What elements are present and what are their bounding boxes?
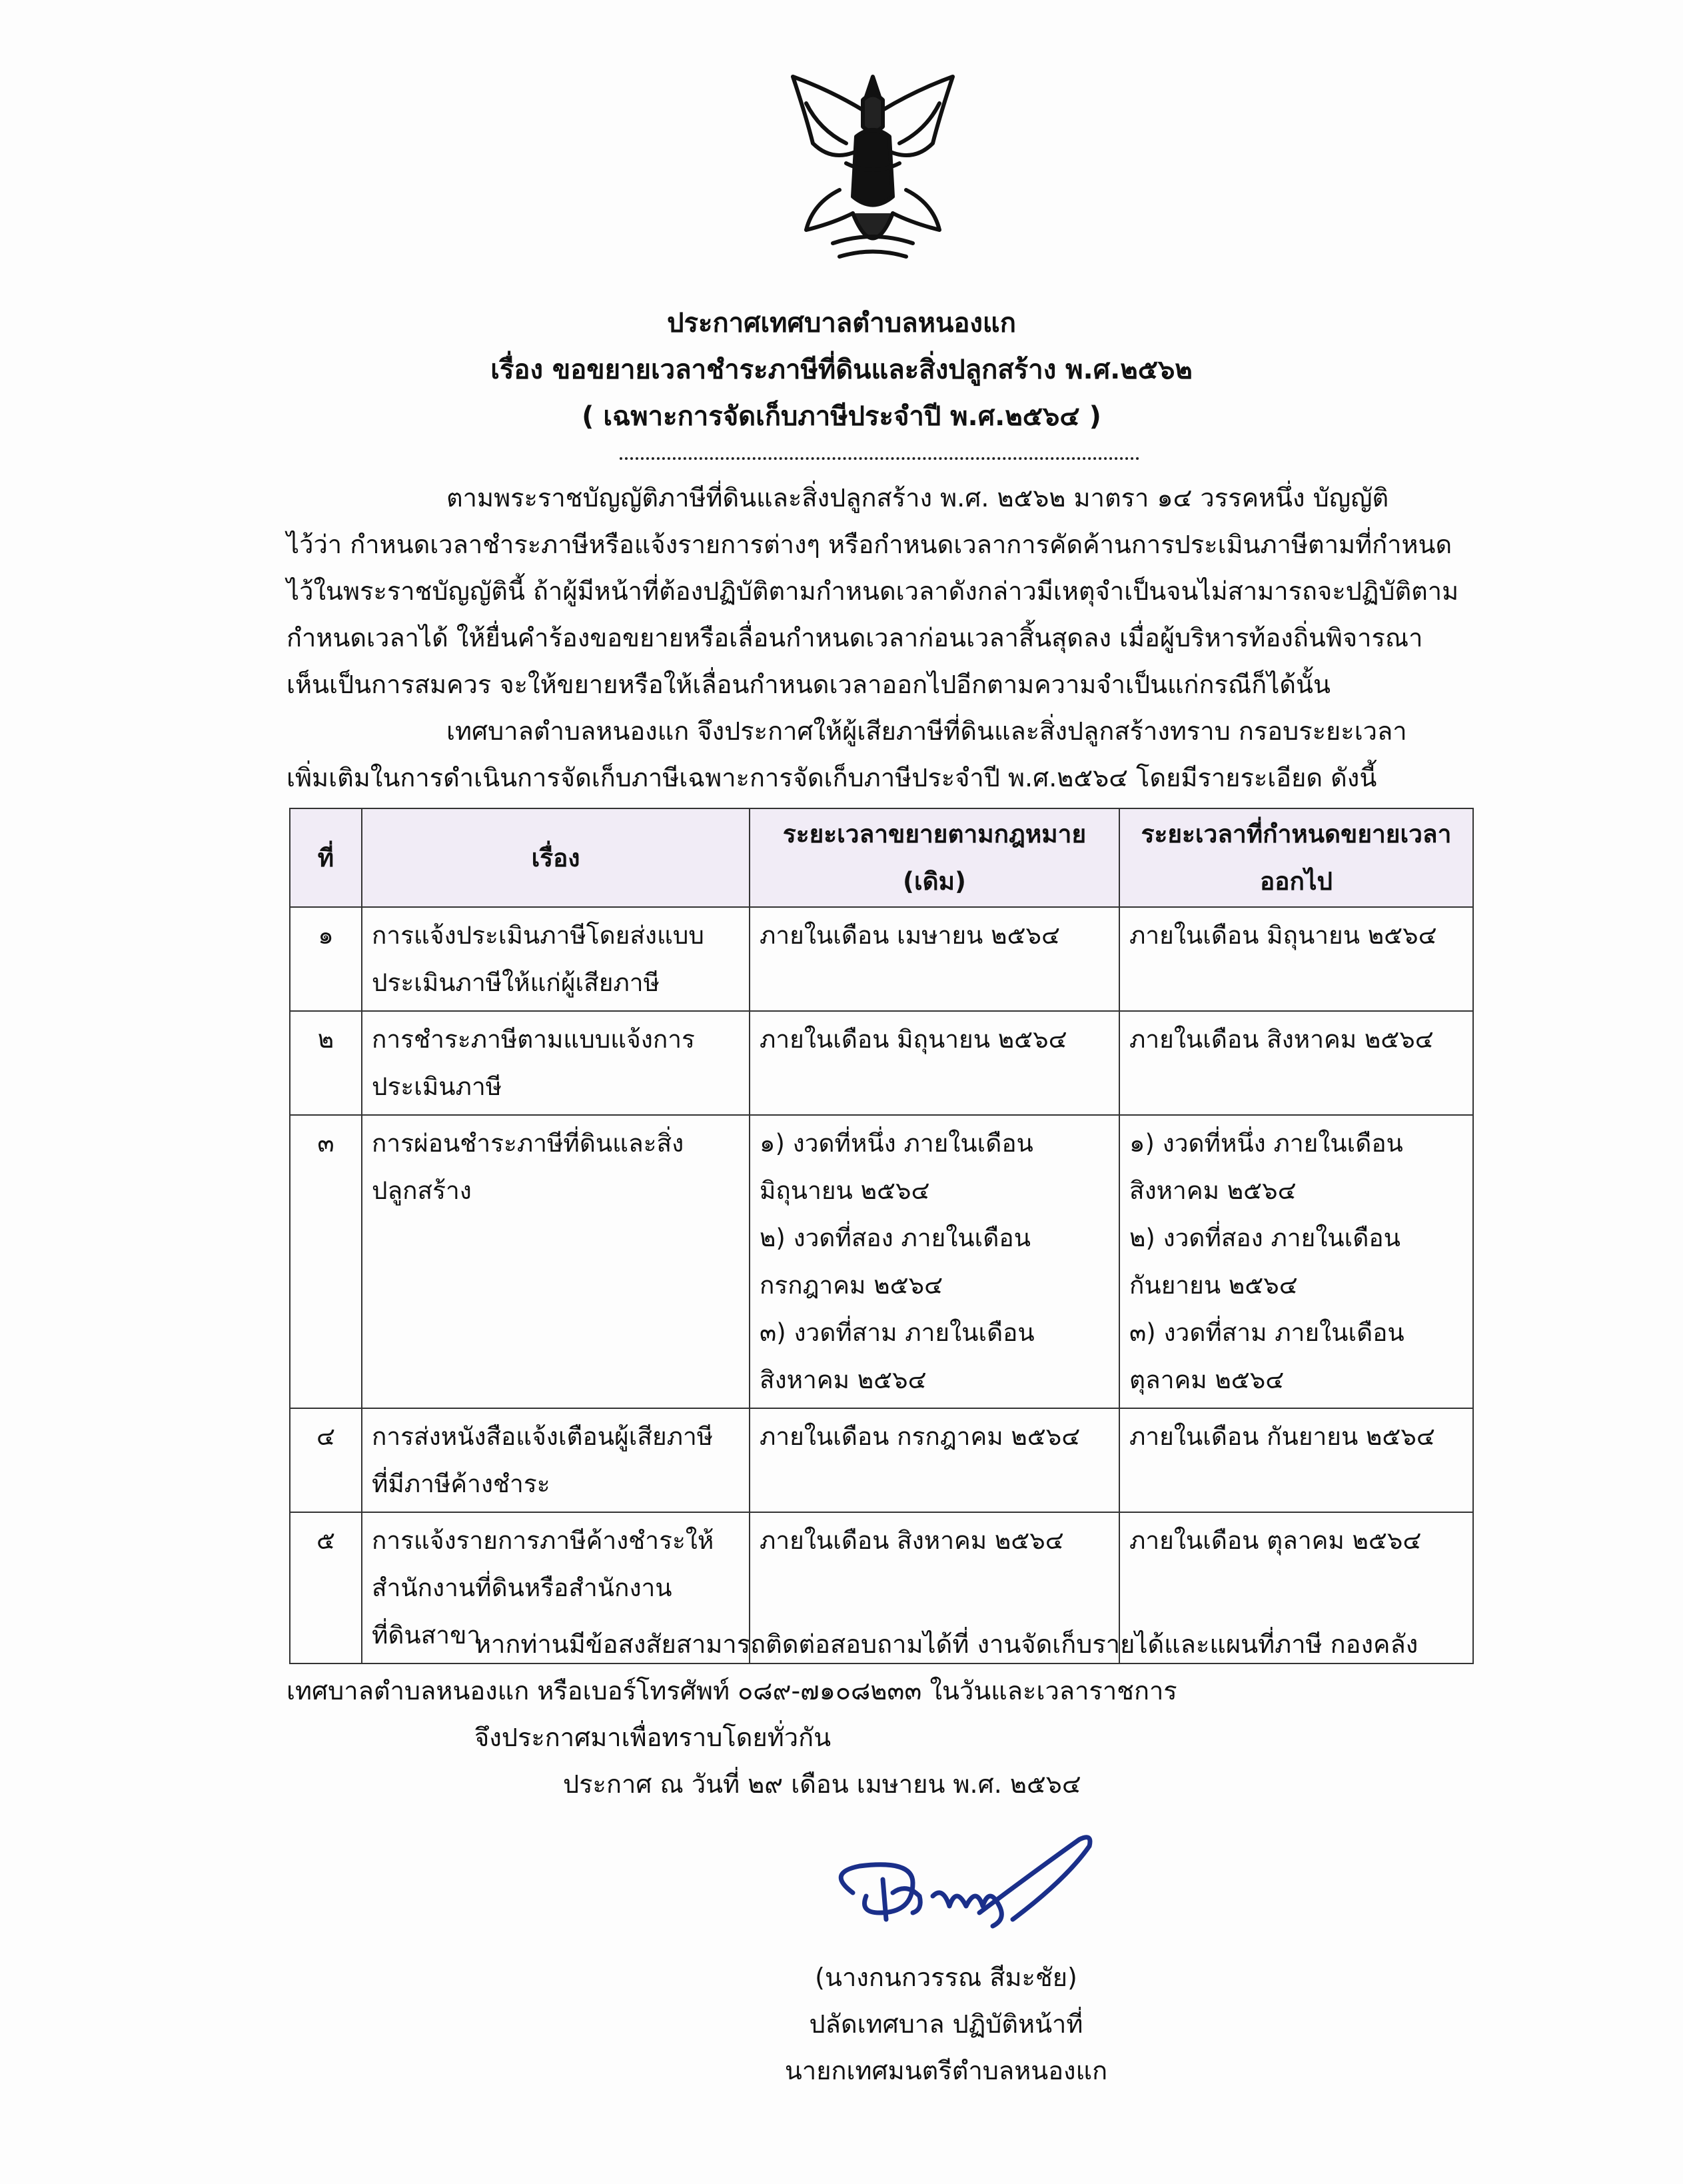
cell-line: ภายในเดือน มิถุนายน ๒๕๖๔: [1129, 921, 1437, 950]
table-row: [290, 1011, 1473, 1115]
row-extended-period: [1119, 907, 1473, 1011]
paragraph-1: [286, 475, 1472, 708]
paragraph-line: กำหนดเวลาได้ ให้ยื่นคำร้องขอขยายหรือเลื่อนกำหนดเวลาก่อนเวลาสิ้นสุดลง เมื่อผู้บริหารท้องถิ่นพิจารณา: [286, 623, 1423, 652]
paragraph-line: เทศบาลตำบลหนองแก จึงประกาศให้ผู้เสียภาษีที่ดินและสิ่งปลูกสร้างทราบ กรอบระยะเวลา: [446, 716, 1407, 746]
cell-line: ภายในเดือน สิงหาคม ๒๕๖๔: [760, 1526, 1064, 1555]
row-number: ๒: [290, 1011, 362, 1115]
paragraph-line: ไว้ในพระราชบัญญัตินี้ ถ้าผู้มีหน้าที่ต้องปฏิบัติตามกำหนดเวลาดังกล่าวมีเหตุจำเป็นจนไม่สามารถจะปฏิบัติตาม: [286, 576, 1459, 606]
paragraph-line: ตามพระราชบัญญัติภาษีที่ดินและสิ่งปลูกสร้าง พ.ศ. ๒๕๖๒ มาตรา ๑๔ วรรคหนึ่ง บัญญัติ: [446, 483, 1389, 513]
header-line: ระยะเวลาที่กำหนดขยายเวลา: [1141, 820, 1452, 848]
cell-line: ภายในเดือน กรกฎาคม ๒๕๖๔: [760, 1422, 1081, 1451]
announcement-subject: เรื่อง ขอขยายเวลาชำระภาษีที่ดินและสิ่งปลูกสร้าง พ.ศ.๒๕๖๒: [490, 355, 1193, 385]
announce-line: จึงประกาศมาเพื่อทราบโดยทั่วกัน: [474, 1723, 832, 1752]
row-subject: [362, 1115, 750, 1408]
header-no: ที่: [290, 808, 362, 907]
cell-line: สิงหาคม ๒๕๖๔: [760, 1366, 927, 1394]
cell-line: ที่ดินสาขา: [372, 1621, 481, 1649]
cell-line: ที่มีภาษีค้างชำระ: [372, 1470, 550, 1498]
row-number: ๕: [290, 1512, 362, 1663]
row-extended-period: [1119, 1115, 1473, 1408]
row-original-period: [750, 1408, 1119, 1512]
cell-line: ประเมินภาษีให้แก่ผู้เสียภาษี: [372, 968, 660, 997]
signer-position: ปลัดเทศบาล ปฏิบัติหน้าที่: [809, 2009, 1083, 2039]
row-number: ๓: [290, 1115, 362, 1408]
cell-line: ภายในเดือน สิงหาคม ๒๕๖๔: [1129, 1025, 1434, 1054]
cell-line: ๒) งวดที่สอง ภายในเดือน: [1129, 1224, 1401, 1252]
table-row: [290, 907, 1473, 1011]
signer-title: นายกเทศมนตรีตำบลหนองแก: [784, 2056, 1108, 2085]
row-number: ๔: [290, 1408, 362, 1512]
cell-line: ปลูกสร้าง: [372, 1176, 472, 1205]
cell-line: ภายในเดือน ตุลาคม ๒๕๖๔: [1129, 1526, 1422, 1555]
cell-line: การผ่อนชำระภาษีที่ดินและสิ่ง: [372, 1129, 684, 1158]
cell-line: สำนักงานที่ดินหรือสำนักงาน: [372, 1574, 672, 1602]
cell-line: ๑) งวดที่หนึ่ง ภายในเดือน: [1129, 1129, 1403, 1158]
paragraph-line: เพิ่มเติมในการดำเนินการจัดเก็บภาษีเฉพาะการจัดเก็บภาษีประจำปี พ.ศ.๒๕๖๔ โดยมีรายระเอียด ดังนี้: [286, 763, 1377, 792]
announcement-scope: ( เฉพาะการจัดเก็บภาษีประจำปี พ.ศ.๒๕๖๔ ): [582, 401, 1101, 432]
cell-line: ภายในเดือน เมษายน ๒๕๖๔: [760, 921, 1060, 950]
header-line: ระยะเวลาขยายตามกฎหมาย: [782, 820, 1087, 848]
cell-line: ตุลาคม ๒๕๖๔: [1129, 1366, 1285, 1394]
header-line: ออกไป: [1260, 867, 1333, 896]
contact-line: เทศบาลตำบลหนองแก หรือเบอร์โทรศัพท์ ๐๘๙-๗๑๐๘๒๓๓ ในวันและเวลาราชการ: [286, 1676, 1177, 1705]
cell-line: กรกฎาคม ๒๕๖๔: [760, 1271, 943, 1300]
table-header-row: [290, 808, 1473, 907]
cell-line: ประเมินภาษี: [372, 1072, 502, 1101]
cell-line: กันยายน ๒๕๖๔: [1129, 1271, 1298, 1300]
cell-line: การแจ้งประเมินภาษีโดยส่งแบบ: [372, 921, 704, 950]
cell-line: มิถุนายน ๒๕๖๔: [760, 1176, 930, 1205]
signer-name: (นางกนกวรรณ สีมะชัย): [815, 1963, 1077, 1992]
cell-line: สิงหาคม ๒๕๖๔: [1129, 1176, 1297, 1205]
cell-line: ๑) งวดที่หนึ่ง ภายในเดือน: [760, 1129, 1033, 1158]
table-row: [290, 1408, 1473, 1512]
header-subject: เรื่อง: [362, 808, 750, 907]
row-original-period: [750, 907, 1119, 1011]
announce-date: ประกาศ ณ วันที่ ๒๙ เดือน เมษายน พ.ศ. ๒๕๖๔: [563, 1769, 1081, 1799]
cell-line: การชำระภาษีตามแบบแจ้งการ: [372, 1025, 695, 1054]
row-number: ๑: [290, 907, 362, 1011]
row-extended-period: [1119, 1011, 1473, 1115]
row-extended-period: [1119, 1408, 1473, 1512]
cell-line: ๓) งวดที่สาม ภายในเดือน: [760, 1318, 1035, 1347]
cell-line: การส่งหนังสือแจ้งเตือนผู้เสียภาษี: [372, 1422, 714, 1451]
cell-line: ภายในเดือน มิถุนายน ๒๕๖๔: [760, 1025, 1067, 1054]
schedule-table: [289, 808, 1474, 1664]
row-original-period: [750, 1011, 1119, 1115]
handwritten-signature: [813, 1819, 1146, 1946]
cell-line: ๒) งวดที่สอง ภายในเดือน: [760, 1224, 1031, 1252]
dotted-divider: [620, 457, 1139, 460]
cell-line: ๓) งวดที่สาม ภายในเดือน: [1129, 1318, 1404, 1347]
header-original-period: [750, 808, 1119, 907]
row-subject: [362, 1408, 750, 1512]
cell-line: การแจ้งรายการภาษีค้างชำระให้: [372, 1526, 714, 1555]
table-row: [290, 1115, 1473, 1408]
paragraph-2: [286, 708, 1472, 801]
header-line: (เดิม): [903, 867, 966, 896]
paragraph-line: เห็นเป็นการสมควร จะให้ขยายหรือให้เลื่อนกำหนดเวลาออกไปอีกตามความจำเป็นแก่กรณีก็ได้นั้น: [286, 670, 1331, 699]
header-extended-period: [1119, 808, 1473, 907]
row-subject: [362, 1011, 750, 1115]
row-subject: [362, 907, 750, 1011]
garuda-emblem-icon: [766, 63, 979, 277]
row-original-period: [750, 1115, 1119, 1408]
contact-line: หากท่านมีข้อสงสัยสามารถติดต่อสอบถามได้ที่ งานจัดเก็บรายได้และแผนที่ภาษี กองคลัง: [474, 1630, 1418, 1659]
cell-line: ภายในเดือน กันยายน ๒๕๖๔: [1129, 1422, 1435, 1451]
announcement-title: ประกาศเทศบาลตำบลหนองแก: [667, 308, 1016, 339]
paragraph-line: ไว้ว่า กำหนดเวลาชำระภาษีหรือแจ้งรายการต่างๆ หรือกำหนดเวลาการคัดค้านการประเมินภาษีตามที่กำหนด: [286, 530, 1452, 559]
